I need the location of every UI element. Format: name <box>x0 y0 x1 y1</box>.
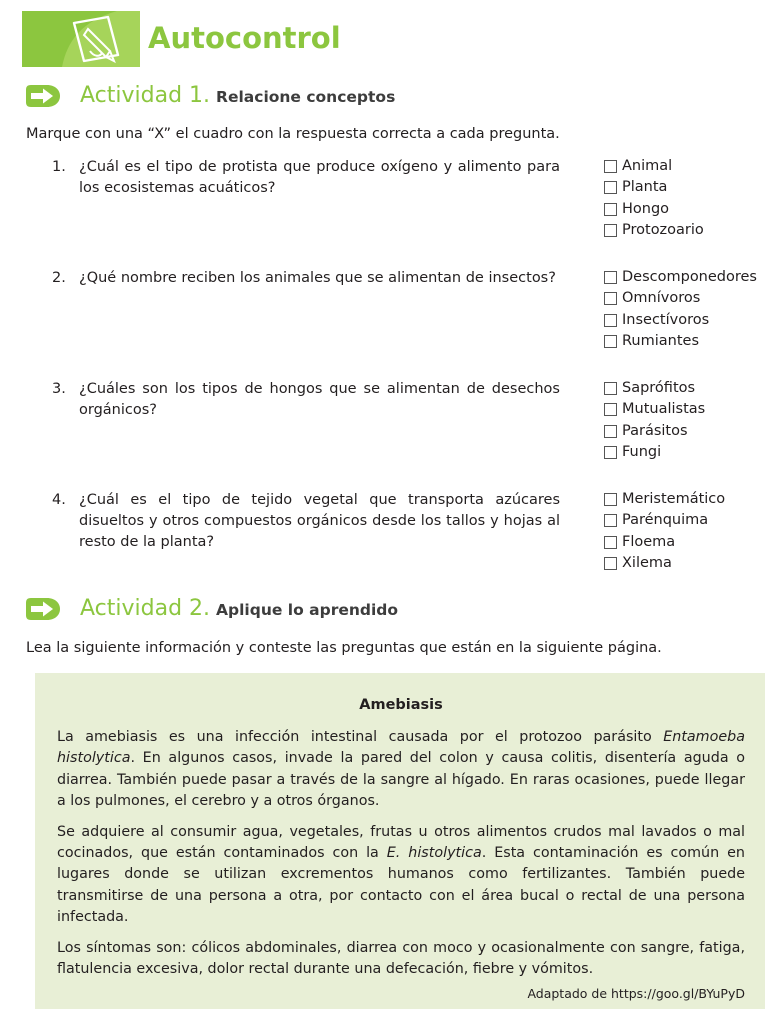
checkbox[interactable] <box>604 203 617 216</box>
reading-title: Amebiasis <box>359 697 443 713</box>
option-xilema[interactable]: Xilema <box>604 553 725 574</box>
question-3-options <box>604 378 705 463</box>
option-planta[interactable]: Planta <box>604 177 704 198</box>
reading-paragraph-1: La amebiasis es una infección intestinal causada por el protozoo parásito Entamoeba histolytica. En algunos casos, invade la pared del colon y causa colitis, disentería aguda o diarrea. También puede pasar a través de la sangre al hígado. En raras ocasiones, puede llegar a los pulmones, el cerebro y a otros órganos. <box>57 729 745 810</box>
activity2-instruction: Lea la siguiente información y conteste las preguntas que están en la siguiente página. <box>26 640 662 656</box>
question-3-number: 3. <box>52 381 66 397</box>
activity1-heading <box>80 82 395 111</box>
option-hongo[interactable]: Hongo <box>604 199 704 220</box>
question-3-text: ¿Cuáles son los tipos de hongos que se alimentan de desechos orgánicos? <box>79 381 560 418</box>
reading-box <box>35 673 765 1009</box>
reading-paragraph-3: Los síntomas son: cólicos abdominales, diarrea con moco y ocasionalmente con sangre, fatiga, flatulencia excesiva, dolor rectal durante una defecación, fiebre y vómitos. <box>57 939 745 978</box>
checkbox[interactable] <box>604 314 617 327</box>
option-parasitos[interactable]: Parásitos <box>604 421 705 442</box>
checkbox[interactable] <box>604 292 617 305</box>
option-fungi[interactable]: Fungi <box>604 442 705 463</box>
checkbox[interactable] <box>604 335 617 348</box>
question-4-options <box>604 489 725 574</box>
checkbox[interactable] <box>604 536 617 549</box>
checkbox[interactable] <box>604 514 617 527</box>
reading-paragraph-2: Se adquiere al consumir agua, vegetales, frutas u otros alimentos crudos mal lavados o mal cocinados, que están contaminados con la E. histolytica. Esta contaminación es común en lugares donde se utilizan excrementos humanos como fertilizantes. También puede transmitirse de una persona a otra, por contacto con el área bucal o rectal de una persona infectada. <box>57 823 745 926</box>
option-rumiantes[interactable]: Rumiantes <box>604 331 757 352</box>
activity1-instruction: Marque con una “X” el cuadro con la respuesta correcta a cada pregunta. <box>26 126 560 142</box>
checkbox[interactable] <box>604 271 617 284</box>
activity2-title: Actividad 2. <box>80 596 211 621</box>
pencil-writing-icon <box>22 11 140 67</box>
question-2-text: ¿Qué nombre reciben los animales que se alimentan de insectos? <box>79 270 556 286</box>
arrow-right-icon <box>25 84 61 108</box>
checkbox[interactable] <box>604 493 617 506</box>
checkbox[interactable] <box>604 181 617 194</box>
activity2-heading <box>80 595 398 624</box>
question-1-text: ¿Cuál es el tipo de protista que produce oxígeno y alimento para los ecosistemas acuáticos? <box>79 159 560 196</box>
question-4-number: 4. <box>52 492 66 508</box>
option-protozoario[interactable]: Protozoario <box>604 220 704 241</box>
option-omnivoros[interactable]: Omnívoros <box>604 288 757 309</box>
checkbox[interactable] <box>604 403 617 416</box>
question-1-number: 1. <box>52 159 66 175</box>
option-saprofitos[interactable]: Saprófitos <box>604 378 705 399</box>
activity2-subtitle: Aplique lo aprendido <box>216 601 399 619</box>
option-insectivoros[interactable]: Insectívoros <box>604 310 757 331</box>
option-animal[interactable]: Animal <box>604 156 704 177</box>
checkbox[interactable] <box>604 382 617 395</box>
option-parenquima[interactable]: Parénquima <box>604 510 725 531</box>
question-1-options <box>604 156 704 241</box>
page-title: Autocontrol <box>148 21 341 55</box>
checkbox[interactable] <box>604 446 617 459</box>
option-meristematico[interactable]: Meristemático <box>604 489 725 510</box>
checkbox[interactable] <box>604 425 617 438</box>
checkbox[interactable] <box>604 160 617 173</box>
checkbox[interactable] <box>604 224 617 237</box>
question-2-options <box>604 267 757 352</box>
option-mutualistas[interactable]: Mutualistas <box>604 399 705 420</box>
question-4-text: ¿Cuál es el tipo de tejido vegetal que transporta azúcares disueltos y otros compuestos orgánicos desde los tallos y hojas al resto de la planta? <box>79 492 560 550</box>
option-descomponedores[interactable]: Descomponedores <box>604 267 757 288</box>
option-floema[interactable]: Floema <box>604 532 725 553</box>
activity1-title: Actividad 1. <box>80 83 211 108</box>
arrow-right-icon <box>25 597 61 621</box>
checkbox[interactable] <box>604 557 617 570</box>
activity1-subtitle: Relacione conceptos <box>216 88 396 106</box>
question-2-number: 2. <box>52 270 66 286</box>
reading-source: Adaptado de https://goo.gl/BYuPyD <box>527 986 745 1002</box>
